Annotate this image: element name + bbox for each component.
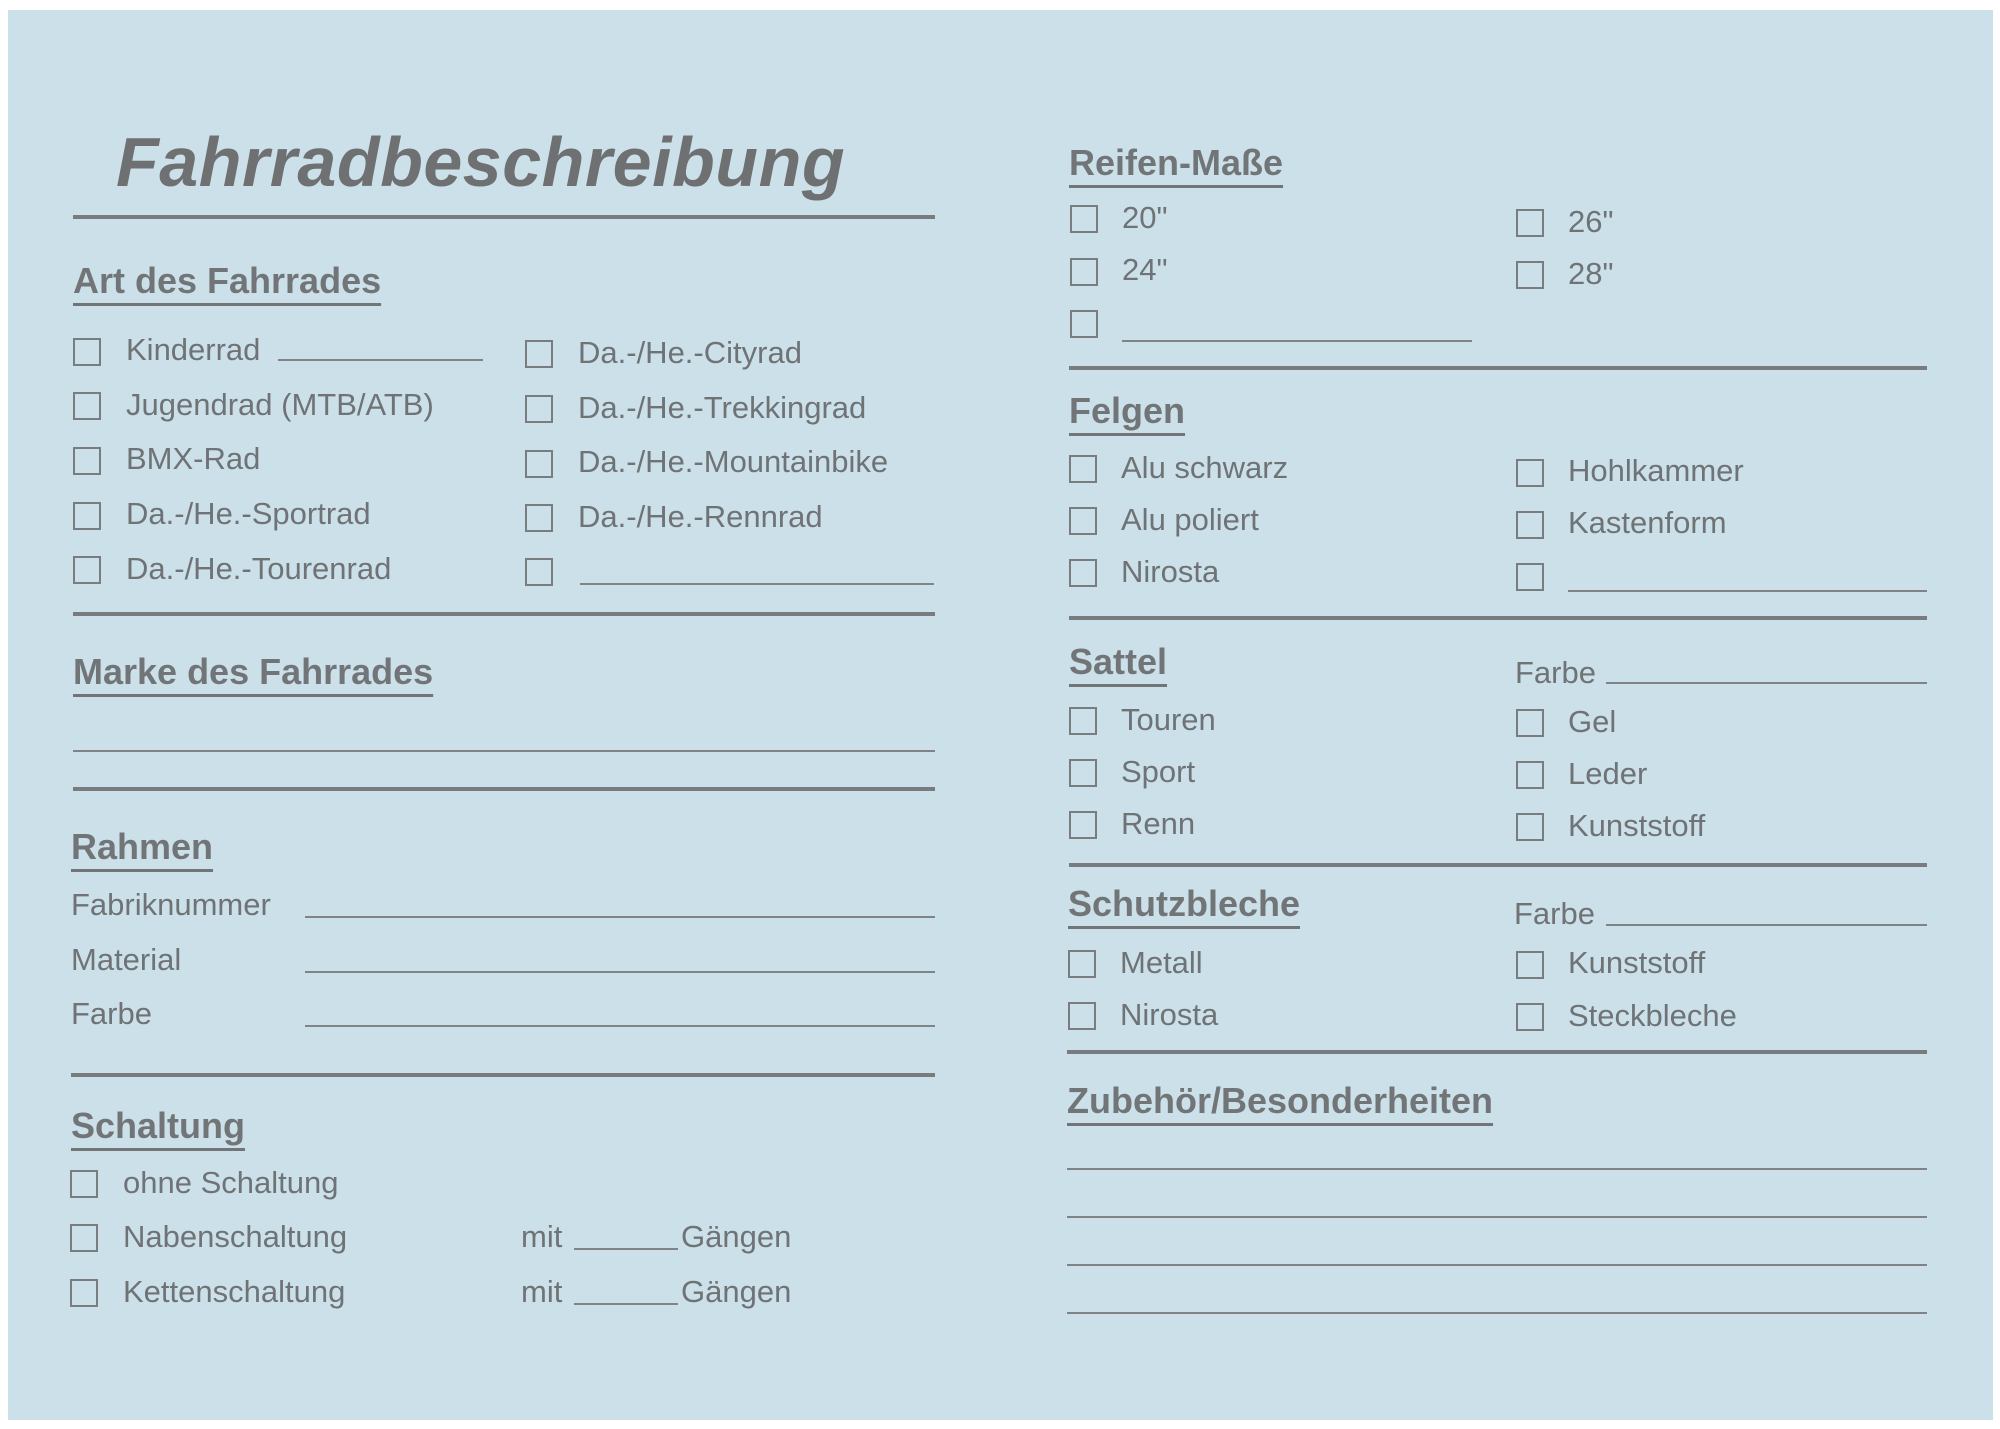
label-kinderrad: Kinderrad [126, 332, 261, 367]
art-rule [73, 612, 935, 616]
checkbox-sportrad[interactable] [73, 502, 101, 530]
label-mit-ketten: mit [521, 1274, 563, 1309]
form-title: Fahrradbeschreibung [116, 123, 846, 201]
label-kettenschaltung: Kettenschaltung [123, 1274, 346, 1309]
label-sportrad: Da.-/He.-Sportrad [126, 496, 371, 531]
checkbox-nabenschaltung[interactable] [70, 1224, 98, 1252]
checkbox-kinderrad[interactable] [73, 338, 101, 366]
checkbox-touren[interactable] [1069, 707, 1097, 735]
checkbox-24[interactable] [1070, 258, 1098, 286]
label-renn: Renn [1121, 806, 1196, 841]
checkbox-reifen-other[interactable] [1070, 310, 1098, 338]
label-20: 20" [1122, 200, 1168, 235]
zubehoer-line-1[interactable] [1067, 1168, 1927, 1170]
fabriknummer-line[interactable] [305, 916, 935, 918]
checkbox-kunststoff-schutz[interactable] [1516, 951, 1544, 979]
label-kunststoff-sattel: Kunststoff [1568, 808, 1706, 843]
label-leder: Leder [1568, 756, 1648, 791]
title-rule [73, 215, 935, 219]
checkbox-20[interactable] [1070, 205, 1098, 233]
label-kastenform: Kastenform [1568, 505, 1727, 540]
checkbox-cityrad[interactable] [525, 340, 553, 368]
label-28: 28" [1568, 256, 1614, 291]
checkbox-tourenrad[interactable] [73, 556, 101, 584]
heading-felgen: Felgen [1069, 390, 1186, 431]
material-line[interactable] [305, 971, 935, 973]
label-tourenrad: Da.-/He.-Tourenrad [126, 551, 392, 586]
zubehoer-line-3[interactable] [1067, 1264, 1927, 1266]
heading-sattel: Sattel [1069, 641, 1168, 682]
checkbox-alu-poliert[interactable] [1069, 507, 1097, 535]
label-rennrad: Da.-/He.-Rennrad [578, 499, 823, 534]
heading-marke: Marke des Fahrrades [73, 651, 434, 692]
ketten-gaenge-line[interactable] [574, 1303, 678, 1305]
label-nabenschaltung: Nabenschaltung [123, 1219, 348, 1254]
farbe-rahmen-line[interactable] [305, 1025, 935, 1027]
marke-rule [73, 787, 935, 791]
checkbox-ohne-schaltung[interactable] [70, 1170, 98, 1198]
label-material: Material [71, 942, 182, 977]
label-26: 26" [1568, 204, 1614, 239]
schutz-rule [1067, 1050, 1927, 1054]
label-steckbleche: Steckbleche [1568, 998, 1737, 1033]
checkbox-renn[interactable] [1069, 811, 1097, 839]
heading-art: Art des Fahrrades [73, 260, 382, 301]
checkbox-hohlkammer[interactable] [1516, 459, 1544, 487]
checkbox-26[interactable] [1516, 209, 1544, 237]
label-hohlkammer: Hohlkammer [1568, 453, 1744, 488]
label-farbe-rahmen: Farbe [71, 996, 152, 1031]
label-fabriknummer: Fabriknummer [71, 887, 271, 922]
farbe-schutz-line[interactable] [1606, 924, 1927, 926]
label-farbe-schutz: Farbe [1514, 896, 1595, 931]
art-other-line[interactable] [580, 583, 934, 585]
zubehoer-line-2[interactable] [1067, 1216, 1927, 1218]
checkbox-art-other[interactable] [525, 558, 553, 586]
checkbox-trekkingrad[interactable] [525, 395, 553, 423]
label-jugendrad: Jugendrad (MTB/ATB) [126, 387, 434, 422]
checkbox-28[interactable] [1516, 261, 1544, 289]
checkbox-rennrad[interactable] [525, 504, 553, 532]
kinderrad-line[interactable] [278, 359, 483, 361]
farbe-sattel-line[interactable] [1606, 682, 1927, 684]
checkbox-mountainbike[interactable] [525, 450, 553, 478]
naben-gaenge-line[interactable] [574, 1248, 678, 1250]
label-24: 24" [1122, 252, 1168, 287]
heading-schutzbleche: Schutzbleche [1068, 883, 1301, 924]
checkbox-leder[interactable] [1516, 761, 1544, 789]
checkbox-jugendrad[interactable] [73, 392, 101, 420]
checkbox-kunststoff-sattel[interactable] [1516, 813, 1544, 841]
checkbox-sport[interactable] [1069, 759, 1097, 787]
label-trekkingrad: Da.-/He.-Trekkingrad [578, 390, 867, 425]
label-sport: Sport [1121, 754, 1196, 789]
label-mit-naben: mit [521, 1219, 563, 1254]
heading-rahmen: Rahmen [71, 826, 214, 867]
heading-zubehoer: Zubehör/Besonderheiten [1067, 1080, 1494, 1121]
checkbox-felgen-other[interactable] [1516, 563, 1544, 591]
reifen-other-line[interactable] [1122, 340, 1472, 342]
checkbox-kastenform[interactable] [1516, 511, 1544, 539]
label-farbe-sattel: Farbe [1515, 655, 1596, 690]
label-alu-poliert: Alu poliert [1121, 502, 1259, 537]
checkbox-nirosta-felgen[interactable] [1069, 559, 1097, 587]
label-bmx: BMX-Rad [126, 441, 261, 476]
label-cityrad: Da.-/He.-Cityrad [578, 335, 802, 370]
label-gaengen-naben: Gängen [681, 1219, 792, 1254]
marke-line-1[interactable] [73, 750, 935, 752]
label-alu-schwarz: Alu schwarz [1121, 450, 1289, 485]
label-gel: Gel [1568, 704, 1617, 739]
heading-reifen: Reifen-Maße [1069, 142, 1284, 183]
label-nirosta-schutz: Nirosta [1120, 997, 1219, 1032]
felgen-rule [1069, 616, 1927, 620]
sattel-rule [1069, 863, 1927, 867]
felgen-other-line[interactable] [1568, 590, 1927, 592]
checkbox-steckbleche[interactable] [1516, 1003, 1544, 1031]
form-card [8, 10, 1993, 1420]
reifen-rule [1069, 366, 1927, 370]
checkbox-alu-schwarz[interactable] [1069, 455, 1097, 483]
checkbox-metall[interactable] [1068, 950, 1096, 978]
checkbox-bmx[interactable] [73, 447, 101, 475]
label-nirosta-felgen: Nirosta [1121, 554, 1220, 589]
label-ohne-schaltung: ohne Schaltung [123, 1165, 339, 1200]
label-metall: Metall [1120, 945, 1203, 980]
label-touren: Touren [1121, 702, 1216, 737]
zubehoer-line-4[interactable] [1067, 1312, 1927, 1314]
label-kunststoff-schutz: Kunststoff [1568, 945, 1706, 980]
heading-schaltung: Schaltung [71, 1105, 246, 1146]
label-mountainbike: Da.-/He.-Mountainbike [578, 444, 889, 479]
checkbox-gel[interactable] [1516, 709, 1544, 737]
checkbox-nirosta-schutz[interactable] [1068, 1002, 1096, 1030]
label-gaengen-ketten: Gängen [681, 1274, 792, 1309]
checkbox-kettenschaltung[interactable] [70, 1279, 98, 1307]
rahmen-rule [71, 1073, 935, 1077]
